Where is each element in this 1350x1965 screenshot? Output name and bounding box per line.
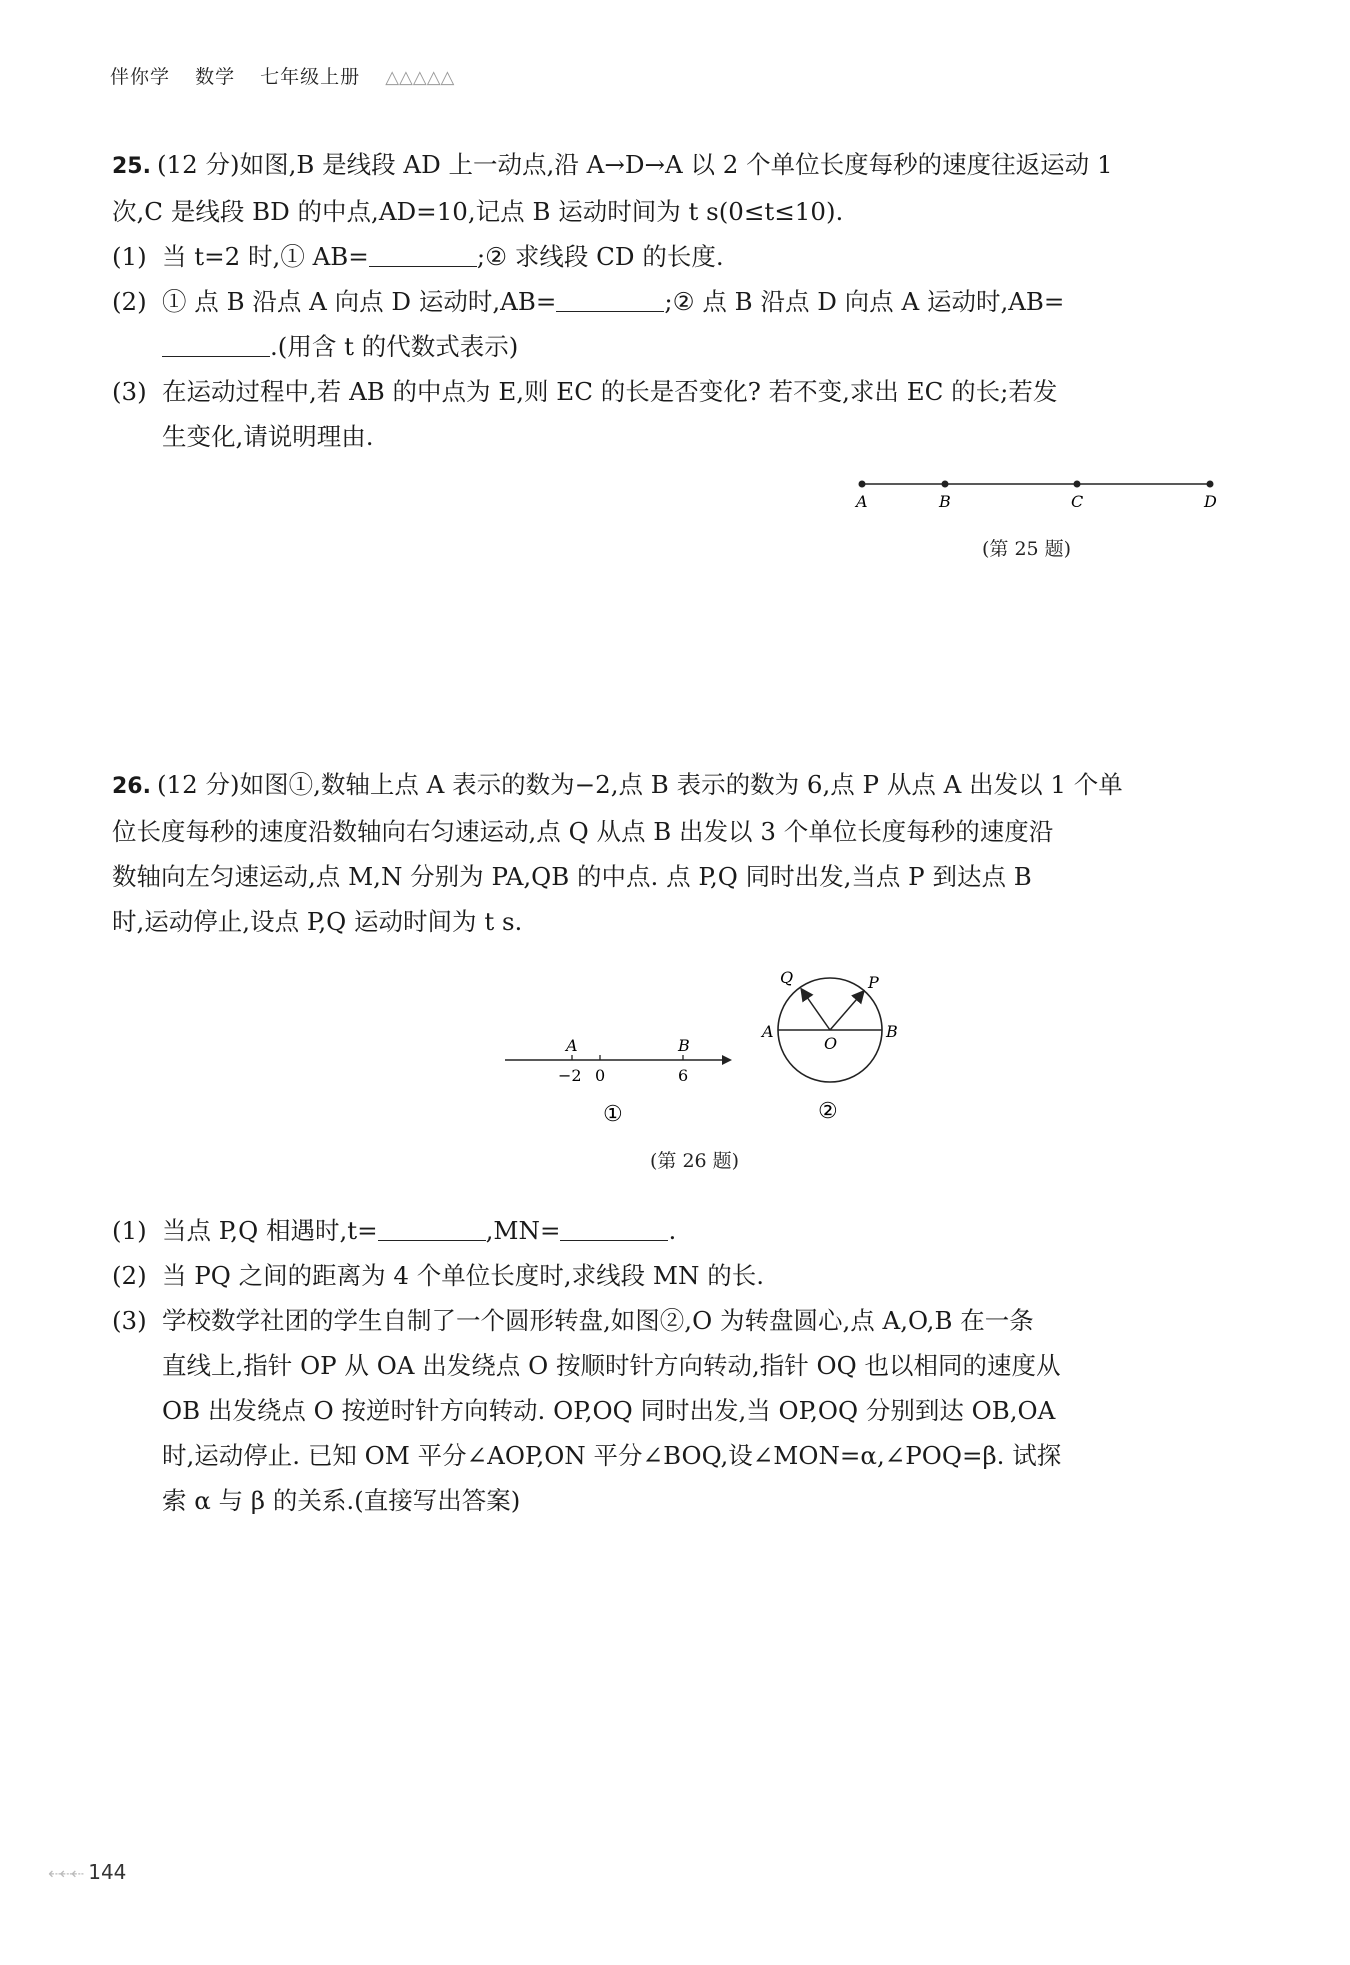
label-d: D: [1204, 492, 1217, 511]
answer-blank[interactable]: [162, 330, 270, 357]
pointer-oq: [802, 990, 830, 1030]
p26-stem-line3: 数轴向左匀速运动,点 M,N 分别为 PA,QB 的中点. 点 P,Q 同时出发,当点 P 到达点 B: [112, 862, 1032, 891]
page-number: 144: [88, 1860, 127, 1884]
point-d: [1207, 481, 1214, 488]
page-footer: [48, 1860, 126, 1884]
problem-25: [112, 142, 1242, 459]
subject-label: 数学: [195, 66, 236, 88]
fig-mark-2: ②: [818, 1099, 838, 1124]
label-a: A: [566, 1036, 578, 1055]
p26-q2-label: (2): [112, 1261, 147, 1290]
p26-dial-figure: [755, 968, 905, 1140]
p26-questions: [112, 1208, 1242, 1523]
p25-stem-line2: 次,C 是线段 BD 的中点,AD=10,记点 B 运动时间为 t s(0≤t≤10).: [112, 197, 844, 226]
point-b: [942, 481, 949, 488]
running-header: [110, 62, 472, 89]
p26-q3-label: (3): [112, 1306, 147, 1335]
triangle-decoration: △△△△△: [385, 67, 455, 88]
book-title: 伴你学: [110, 66, 171, 88]
p26-q1-label: (1): [112, 1216, 147, 1245]
p25-stem-line1: 25. (12 分)如图,B 是线段 AD 上一动点,沿 A→D→A 以 2 个单位长度每秒的速度往返运动 1: [112, 150, 1113, 179]
p26-question-1: (1) 当点 P,Q 相遇时,t= ,MN= .: [112, 1208, 1242, 1253]
p25-number: 25.: [112, 154, 151, 179]
label-a: A: [856, 492, 868, 511]
p26-question-2: (2) 当 PQ 之间的距离为 4 个单位长度时,求线段 MN 的长.: [112, 1253, 1242, 1298]
pointer-op: [830, 992, 863, 1030]
tick-0: 0: [595, 1066, 606, 1085]
p26-number-line-figure: [500, 1030, 740, 1130]
label-c: C: [1071, 492, 1084, 511]
p26-question-3: (3) 学校数学社团的学生自制了一个圆形转盘,如图②,O 为转盘圆心,点 A,O,B 在一条 直线上,指针 OP 从 OA 出发绕点 O 按顺时针方向转动,指针 OQ 也以相同的速度从 OB 出发绕点 O 按逆时针方向转动. OP,OQ 同时出发,当 OP,OQ 分别到达 OB,OA 时,运动停止. 已知 OM 平分∠AOP,ON 平分∠BOQ,设∠MON=α,∠POQ=β. 试探 索 α 与 β 的关系.(直接写出答案): [112, 1298, 1242, 1523]
p25-q3-label: (3): [112, 377, 147, 406]
problem-26: [112, 762, 1242, 944]
answer-blank[interactable]: [369, 240, 477, 267]
p25-question-3: (3) 在运动过程中,若 AB 的中点为 E,则 EC 的长是否变化? 若不变,求出 EC 的长;若发 生变化,请说明理由.: [112, 369, 1242, 459]
p25-question-2: (2) ① 点 B 沿点 A 向点 D 运动时,AB= ;② 点 B 沿点 D 向点 A 运动时,AB= .(用含 t 的代数式表示): [112, 279, 1242, 369]
answer-blank[interactable]: [560, 1214, 668, 1241]
point-c: [1074, 481, 1081, 488]
p26-stem-line1: 26. (12 分)如图①,数轴上点 A 表示的数为−2,点 B 表示的数为 6,点 P 从点 A 出发以 1 个单: [112, 770, 1123, 799]
label-q: Q: [780, 968, 794, 987]
label-b: B: [939, 492, 951, 511]
answer-blank[interactable]: [378, 1214, 486, 1241]
p25-question-1: (1) 当 t=2 时,① AB= ;② 求线段 CD 的长度.: [112, 234, 1242, 279]
grade-label: 七年级上册: [260, 66, 361, 88]
p25-segment-figure: [840, 472, 1230, 516]
arrow-right-icon: [722, 1055, 732, 1065]
fig-mark-1: ①: [603, 1102, 623, 1127]
p25-q2-label: (2): [112, 287, 147, 316]
point-a: [859, 481, 866, 488]
label-o: O: [824, 1034, 838, 1053]
tick-neg2: −2: [558, 1066, 582, 1085]
label-b: B: [886, 1022, 898, 1041]
p25-caption: (第 25 题): [982, 538, 1072, 560]
label-a: A: [762, 1022, 774, 1041]
label-b: B: [678, 1036, 690, 1055]
tick-6: 6: [678, 1066, 689, 1085]
p25-q1-label: (1): [112, 242, 147, 271]
label-p: P: [868, 973, 879, 992]
answer-blank[interactable]: [556, 285, 664, 312]
p26-stem-line4: 时,运动停止,设点 P,Q 运动时间为 t s.: [112, 907, 523, 936]
arrow-decoration-icon: ⇠⇠⇠: [48, 1864, 83, 1883]
p26-caption: (第 26 题): [650, 1150, 740, 1172]
p26-number: 26.: [112, 774, 151, 799]
p26-stem-line2: 位长度每秒的速度沿数轴向右匀速运动,点 Q 从点 B 出发以 3 个单位长度每秒的速度沿: [112, 817, 1054, 846]
